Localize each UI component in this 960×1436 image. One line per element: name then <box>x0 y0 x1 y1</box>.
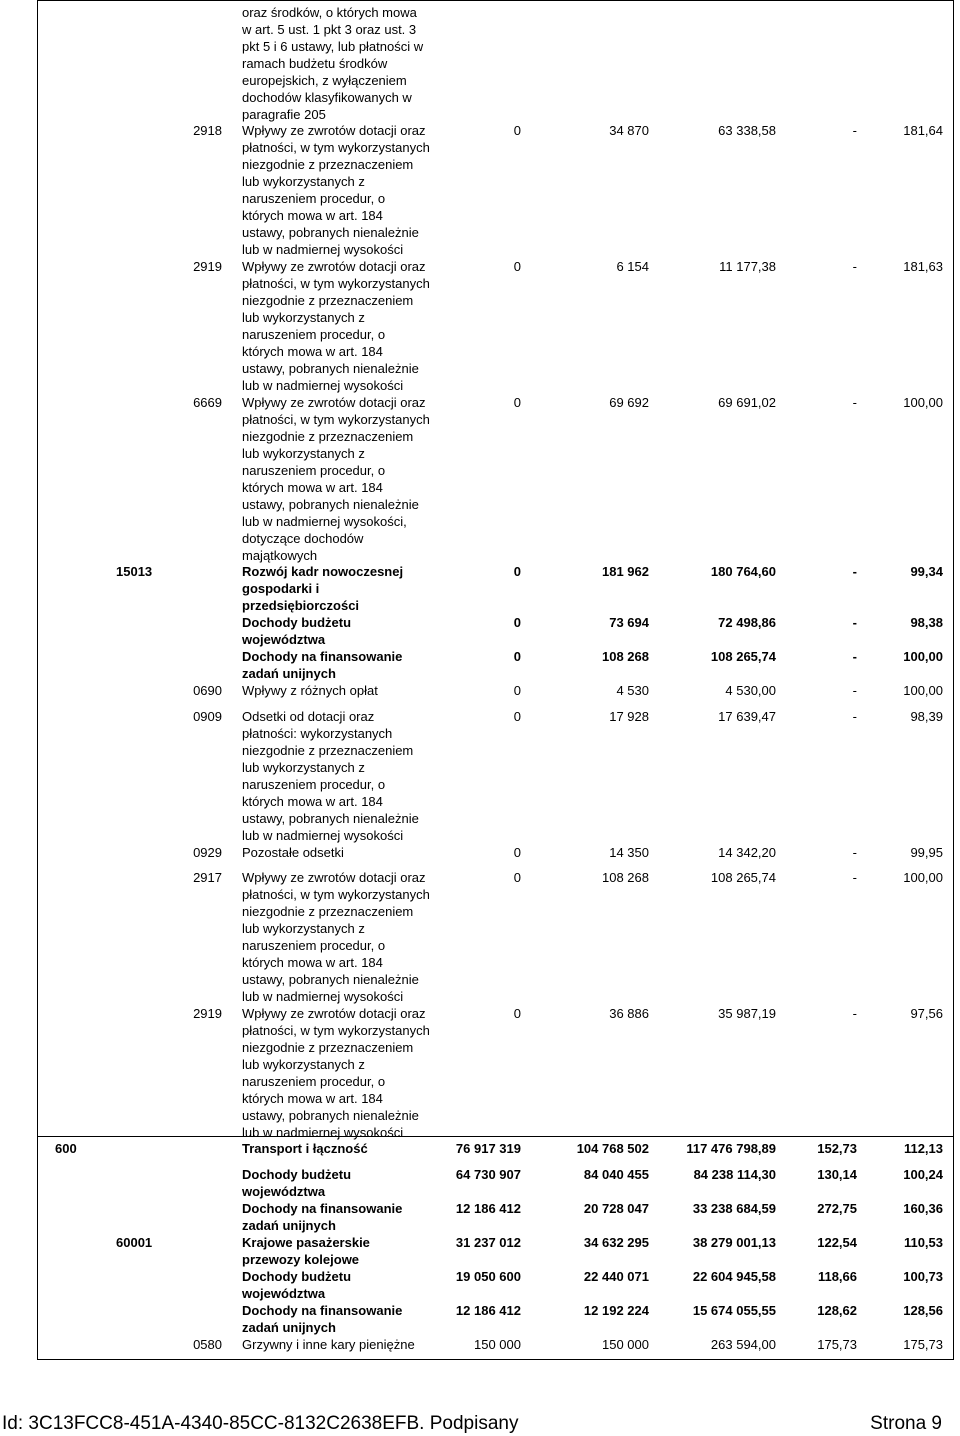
value-plan-initial: 0 <box>513 683 521 698</box>
value-execution: 108 265,74 <box>710 649 776 664</box>
value-percent-initial: 122,54 <box>817 1235 857 1250</box>
value-plan-initial: 0 <box>513 615 521 630</box>
rozdzial-code: 15013 <box>116 564 153 579</box>
value-plan-initial: 12 186 412 <box>455 1303 521 1318</box>
value-percent-after-changes: 99,34 <box>910 564 943 579</box>
row-description: Dochody budżetu województwa <box>242 1167 352 1199</box>
value-percent-after-changes: 100,00 <box>903 395 943 410</box>
value-percent-initial: 130,14 <box>817 1167 857 1182</box>
value-plan-after-changes: 4 530 <box>616 683 649 698</box>
value-plan-after-changes: 22 440 071 <box>583 1269 649 1284</box>
value-plan-initial: 0 <box>513 870 521 885</box>
value-percent-initial: - <box>852 870 857 885</box>
value-execution: 15 674 055,55 <box>692 1303 776 1318</box>
value-execution: 84 238 114,30 <box>693 1167 776 1182</box>
value-execution: 11 177,38 <box>719 259 776 274</box>
value-percent-initial: 152,73 <box>817 1141 857 1156</box>
row-description: Transport i łączność <box>242 1141 368 1156</box>
value-execution: 4 530,00 <box>725 683 776 698</box>
value-plan-after-changes: 14 350 <box>609 845 649 860</box>
value-plan-after-changes: 108 268 <box>602 870 649 885</box>
value-percent-initial: 118,66 <box>817 1269 857 1284</box>
value-plan-after-changes: 20 728 047 <box>583 1201 649 1216</box>
value-percent-after-changes: 100,00 <box>903 870 943 885</box>
value-percent-after-changes: 97,56 <box>910 1006 943 1021</box>
value-execution: 69 691,02 <box>718 395 776 410</box>
value-execution: 63 338,58 <box>718 123 776 138</box>
value-plan-after-changes: 34 632 295 <box>583 1235 649 1250</box>
value-plan-initial: 0 <box>513 649 521 664</box>
value-percent-initial: - <box>852 564 857 579</box>
value-plan-initial: 0 <box>513 564 521 579</box>
row-description: Grzywny i inne kary pieniężne <box>242 1337 415 1352</box>
value-percent-after-changes: 160,36 <box>903 1201 943 1216</box>
value-percent-initial: - <box>852 709 857 724</box>
value-execution: 17 639,47 <box>718 709 776 724</box>
value-percent-after-changes: 128,56 <box>903 1303 943 1318</box>
paragraf-code: 0929 <box>193 845 222 860</box>
row-description: oraz środków, o których mowa w art. 5 ust. 1 pkt 3 oraz ust. 3 pkt 5 i 6 ustawy, lub płatności w ramach budżetu środków europejskich, z wyłączeniem dochodów klasyfikowanych w paragrafie 205 <box>242 5 424 122</box>
row-description: Wpływy z różnych opłat <box>242 683 378 698</box>
row-description: Pozostałe odsetki <box>242 845 344 860</box>
value-execution: 180 764,60 <box>710 564 776 579</box>
value-percent-after-changes: 100,00 <box>903 683 943 698</box>
row-description: Wpływy ze zwrotów dotacji oraz płatności, w tym wykorzystanych niezgodnie z przeznaczeniem lub wykorzystanych z naruszeniem procedur, o których mowa w art. 184 ustawy, pobranych nienależnie lub w nadmiernej wysokości <box>242 259 430 393</box>
value-execution: 38 279 001,13 <box>692 1235 776 1250</box>
page-number: Strona 9 <box>870 1413 942 1434</box>
value-percent-after-changes: 112,13 <box>903 1141 943 1156</box>
paragraf-code: 2918 <box>193 123 222 138</box>
value-execution: 108 265,74 <box>710 870 776 885</box>
value-execution: 117 476 798,89 <box>686 1141 776 1156</box>
value-percent-initial: - <box>852 259 857 274</box>
row-description: Dochody na finansowanie zadań unijnych <box>242 1303 403 1335</box>
value-percent-initial: - <box>852 845 857 860</box>
value-percent-initial: - <box>852 649 857 664</box>
value-plan-initial: 0 <box>513 123 521 138</box>
row-description: Rozwój kadr nowoczesnej gospodarki i przedsiębiorczości <box>242 564 404 613</box>
value-percent-after-changes: 100,00 <box>903 649 943 664</box>
row-description: Wpływy ze zwrotów dotacji oraz płatności, w tym wykorzystanych niezgodnie z przeznaczeniem lub wykorzystanych z naruszeniem procedur, o których mowa w art. 184 ustawy, pobranych nienależnie lub w nadmiernej wysokości, dotyczące dochodów majątkowych <box>242 395 430 563</box>
row-description: Dochody na finansowanie zadań unijnych <box>242 649 403 681</box>
document-id-footer: Id: 3C13FCC8-451A-4340-85CC-8132C2638EFB. Podpisany <box>2 1413 519 1434</box>
section-separator <box>37 1136 954 1137</box>
value-plan-initial: 0 <box>513 709 521 724</box>
value-plan-initial: 0 <box>513 1006 521 1021</box>
row-description: Dochody na finansowanie zadań unijnych <box>242 1201 403 1233</box>
value-percent-after-changes: 100,24 <box>903 1167 943 1182</box>
value-plan-initial: 150 000 <box>474 1337 521 1352</box>
value-percent-after-changes: 175,73 <box>903 1337 943 1352</box>
value-percent-after-changes: 110,53 <box>903 1235 943 1250</box>
value-execution: 72 498,86 <box>718 615 776 630</box>
value-percent-initial: 175,73 <box>817 1337 857 1352</box>
value-plan-after-changes: 17 928 <box>609 709 649 724</box>
value-percent-after-changes: 181,64 <box>903 123 943 138</box>
value-execution: 35 987,19 <box>718 1006 776 1021</box>
value-plan-after-changes: 36 886 <box>609 1006 649 1021</box>
dzial-code: 600 <box>55 1141 77 1156</box>
paragraf-code: 2917 <box>193 870 222 885</box>
row-description: Odsetki od dotacji oraz płatności: wykorzystanych niezgodnie z przeznaczeniem lub wykorzystanych z naruszeniem procedur, o których mowa w art. 184 ustawy, pobranych nienależnie lub w nadmiernej wysokości <box>242 709 419 843</box>
value-execution: 14 342,20 <box>718 845 776 860</box>
rozdzial-code: 60001 <box>116 1235 153 1250</box>
value-plan-after-changes: 108 268 <box>602 649 649 664</box>
value-percent-initial: - <box>852 395 857 410</box>
value-percent-after-changes: 181,63 <box>903 259 943 274</box>
value-percent-initial: - <box>852 615 857 630</box>
row-description: Wpływy ze zwrotów dotacji oraz płatności, w tym wykorzystanych niezgodnie z przeznaczeniem lub wykorzystanych z naruszeniem procedur, o których mowa w art. 184 ustawy, pobranych nienależnie lub w nadmiernej wysokości <box>242 1006 430 1140</box>
value-plan-after-changes: 84 040 455 <box>583 1167 649 1182</box>
value-plan-initial: 0 <box>513 845 521 860</box>
section-separator <box>37 0 954 1</box>
row-description: Wpływy ze zwrotów dotacji oraz płatności, w tym wykorzystanych niezgodnie z przeznaczeniem lub wykorzystanych z naruszeniem procedur, o których mowa w art. 184 ustawy, pobranych nienależnie lub w nadmiernej wysokości <box>242 870 430 1004</box>
paragraf-code: 2919 <box>193 259 222 274</box>
row-description: Dochody budżetu województwa <box>242 1269 352 1301</box>
value-plan-initial: 19 050 600 <box>455 1269 521 1284</box>
value-execution: 22 604 945,58 <box>692 1269 776 1284</box>
value-plan-after-changes: 150 000 <box>602 1337 649 1352</box>
value-plan-after-changes: 181 962 <box>602 564 649 579</box>
value-plan-after-changes: 34 870 <box>609 123 649 138</box>
value-percent-after-changes: 100,73 <box>903 1269 943 1284</box>
value-plan-after-changes: 6 154 <box>616 259 649 274</box>
value-percent-initial: - <box>852 1006 857 1021</box>
value-percent-initial: - <box>852 683 857 698</box>
value-plan-after-changes: 73 694 <box>609 615 649 630</box>
value-plan-initial: 64 730 907 <box>455 1167 521 1182</box>
paragraf-code: 0909 <box>193 709 222 724</box>
value-percent-after-changes: 98,39 <box>910 709 943 724</box>
value-percent-initial: 272,75 <box>817 1201 857 1216</box>
value-percent-after-changes: 99,95 <box>910 845 943 860</box>
row-description: Dochody budżetu województwa <box>242 615 352 647</box>
value-plan-initial: 76 917 319 <box>455 1141 521 1156</box>
value-plan-after-changes: 69 692 <box>609 395 649 410</box>
paragraf-code: 0580 <box>193 1337 222 1352</box>
value-execution: 33 238 684,59 <box>692 1201 776 1216</box>
value-plan-initial: 31 237 012 <box>455 1235 521 1250</box>
value-plan-after-changes: 104 768 502 <box>576 1141 649 1156</box>
row-description: Krajowe pasażerskie przewozy kolejowe <box>242 1235 370 1267</box>
value-plan-after-changes: 12 192 224 <box>583 1303 649 1318</box>
paragraf-code: 6669 <box>193 395 222 410</box>
row-description: Wpływy ze zwrotów dotacji oraz płatności, w tym wykorzystanych niezgodnie z przeznaczeniem lub wykorzystanych z naruszeniem procedur, o których mowa w art. 184 ustawy, pobranych nienależnie lub w nadmiernej wysokości <box>242 123 430 257</box>
value-percent-initial: - <box>852 123 857 138</box>
value-execution: 263 594,00 <box>710 1337 776 1352</box>
value-plan-initial: 0 <box>513 259 521 274</box>
paragraf-code: 0690 <box>193 683 222 698</box>
value-percent-after-changes: 98,38 <box>910 615 943 630</box>
value-plan-initial: 0 <box>513 395 521 410</box>
paragraf-code: 2919 <box>193 1006 222 1021</box>
value-plan-initial: 12 186 412 <box>455 1201 521 1216</box>
value-percent-initial: 128,62 <box>817 1303 857 1318</box>
